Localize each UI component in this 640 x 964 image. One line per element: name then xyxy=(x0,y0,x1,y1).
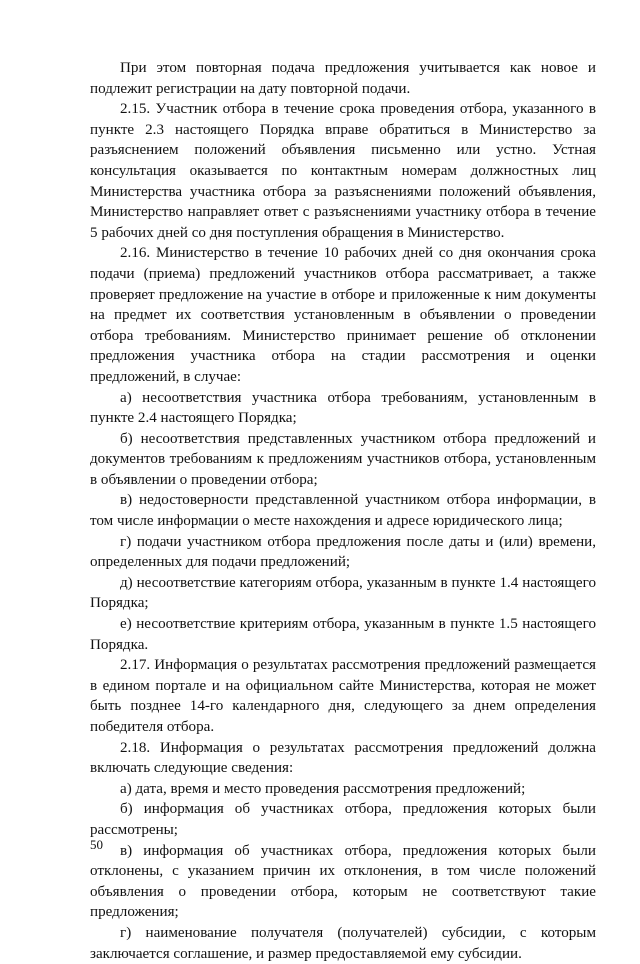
paragraph-resubmission-note: При этом повторная подача предложения учитывается как новое и подлежит регистрации на дату повторной подачи. xyxy=(90,60,596,97)
list-item-g-2: г) наименование получателя (получателей) субсидии, с которым заключается соглашение, и размер предоставляемой ему субсидии. xyxy=(90,924,596,962)
document-body xyxy=(90,58,596,964)
list-item-b: б) несоответствия представленных участником отбора предложений и документов требованиям к предложениям участников отбора, установленным в объявлении о проведении отбора; xyxy=(90,430,596,488)
list-item-b-2: б) информация об участниках отбора, предложения которых были рассмотрены; xyxy=(90,801,596,838)
list-item-a: а) несоответствия участника отбора требованиям, установленным в пункте 2.4 настоящего Порядка; xyxy=(90,389,596,427)
paragraph-2-16: 2.16. Министерство в течение 10 рабочих дней со дня окончания срока подачи (приема) предложений участников отбора рассматривает, а также проверяет предложение на участие в отборе и приложенные к ним документы на предмет их соответствия установленным в объявлении о проведении отбора требованиям. Министерство принимает решение об отклонении предложения участника отбора на стадии рассмотрения и оценки предложений, в случае: xyxy=(90,245,596,385)
paragraph-2-18: 2.18. Информация о результатах рассмотрения предложений должна включать следующие сведения: xyxy=(90,739,596,777)
paragraph-2-15: 2.15. Участник отбора в течение срока проведения отбора, указанного в пункте 2.3 настоящего Порядка вправе обратиться в Министерство за разъяснением положений объявления письменно или устно. Устная консультация оказывается по контактным номерам должностных лиц Министерства участника отбора за разъяснениями положений объявления, Министерство направляет ответ с разъяснениями участнику отбора в течение 5 рабочих дней со дня поступления обращения в Министерство. xyxy=(90,101,596,241)
list-item-v: в) недостоверности представленной участником отбора информации, в том числе информации о месте нахождения и адресе юридического лица; xyxy=(90,492,596,530)
paragraph-2-17: 2.17. Информация о результатах рассмотрения предложений размещается в едином портале и на официальном сайте Министерства, которая не может быть позднее 14-го календарного дня, следующего за днем определения победителя отбора. xyxy=(90,657,596,735)
page-number: 50 xyxy=(90,837,103,852)
list-item-e: е) несоответствие критериям отбора, указанным в пункте 1.5 настоящего Порядка. xyxy=(90,616,596,653)
list-item-g: г) подачи участником отбора предложения после даты и (или) времени, определенных для подачи предложений; xyxy=(90,533,596,571)
list-item-v-2: в) информация об участниках отбора, предложения которых были отклонены, с указанием причин их отклонения, в том числе положений объявления о проведении отбора, которым не соответствуют такие предложения; xyxy=(90,842,596,921)
list-item-d: д) несоответствие категориям отбора, указанным в пункте 1.4 настоящего Порядка; xyxy=(90,574,596,612)
list-item-a-2: а) дата, время и место проведения рассмотрения предложений; xyxy=(120,780,526,797)
